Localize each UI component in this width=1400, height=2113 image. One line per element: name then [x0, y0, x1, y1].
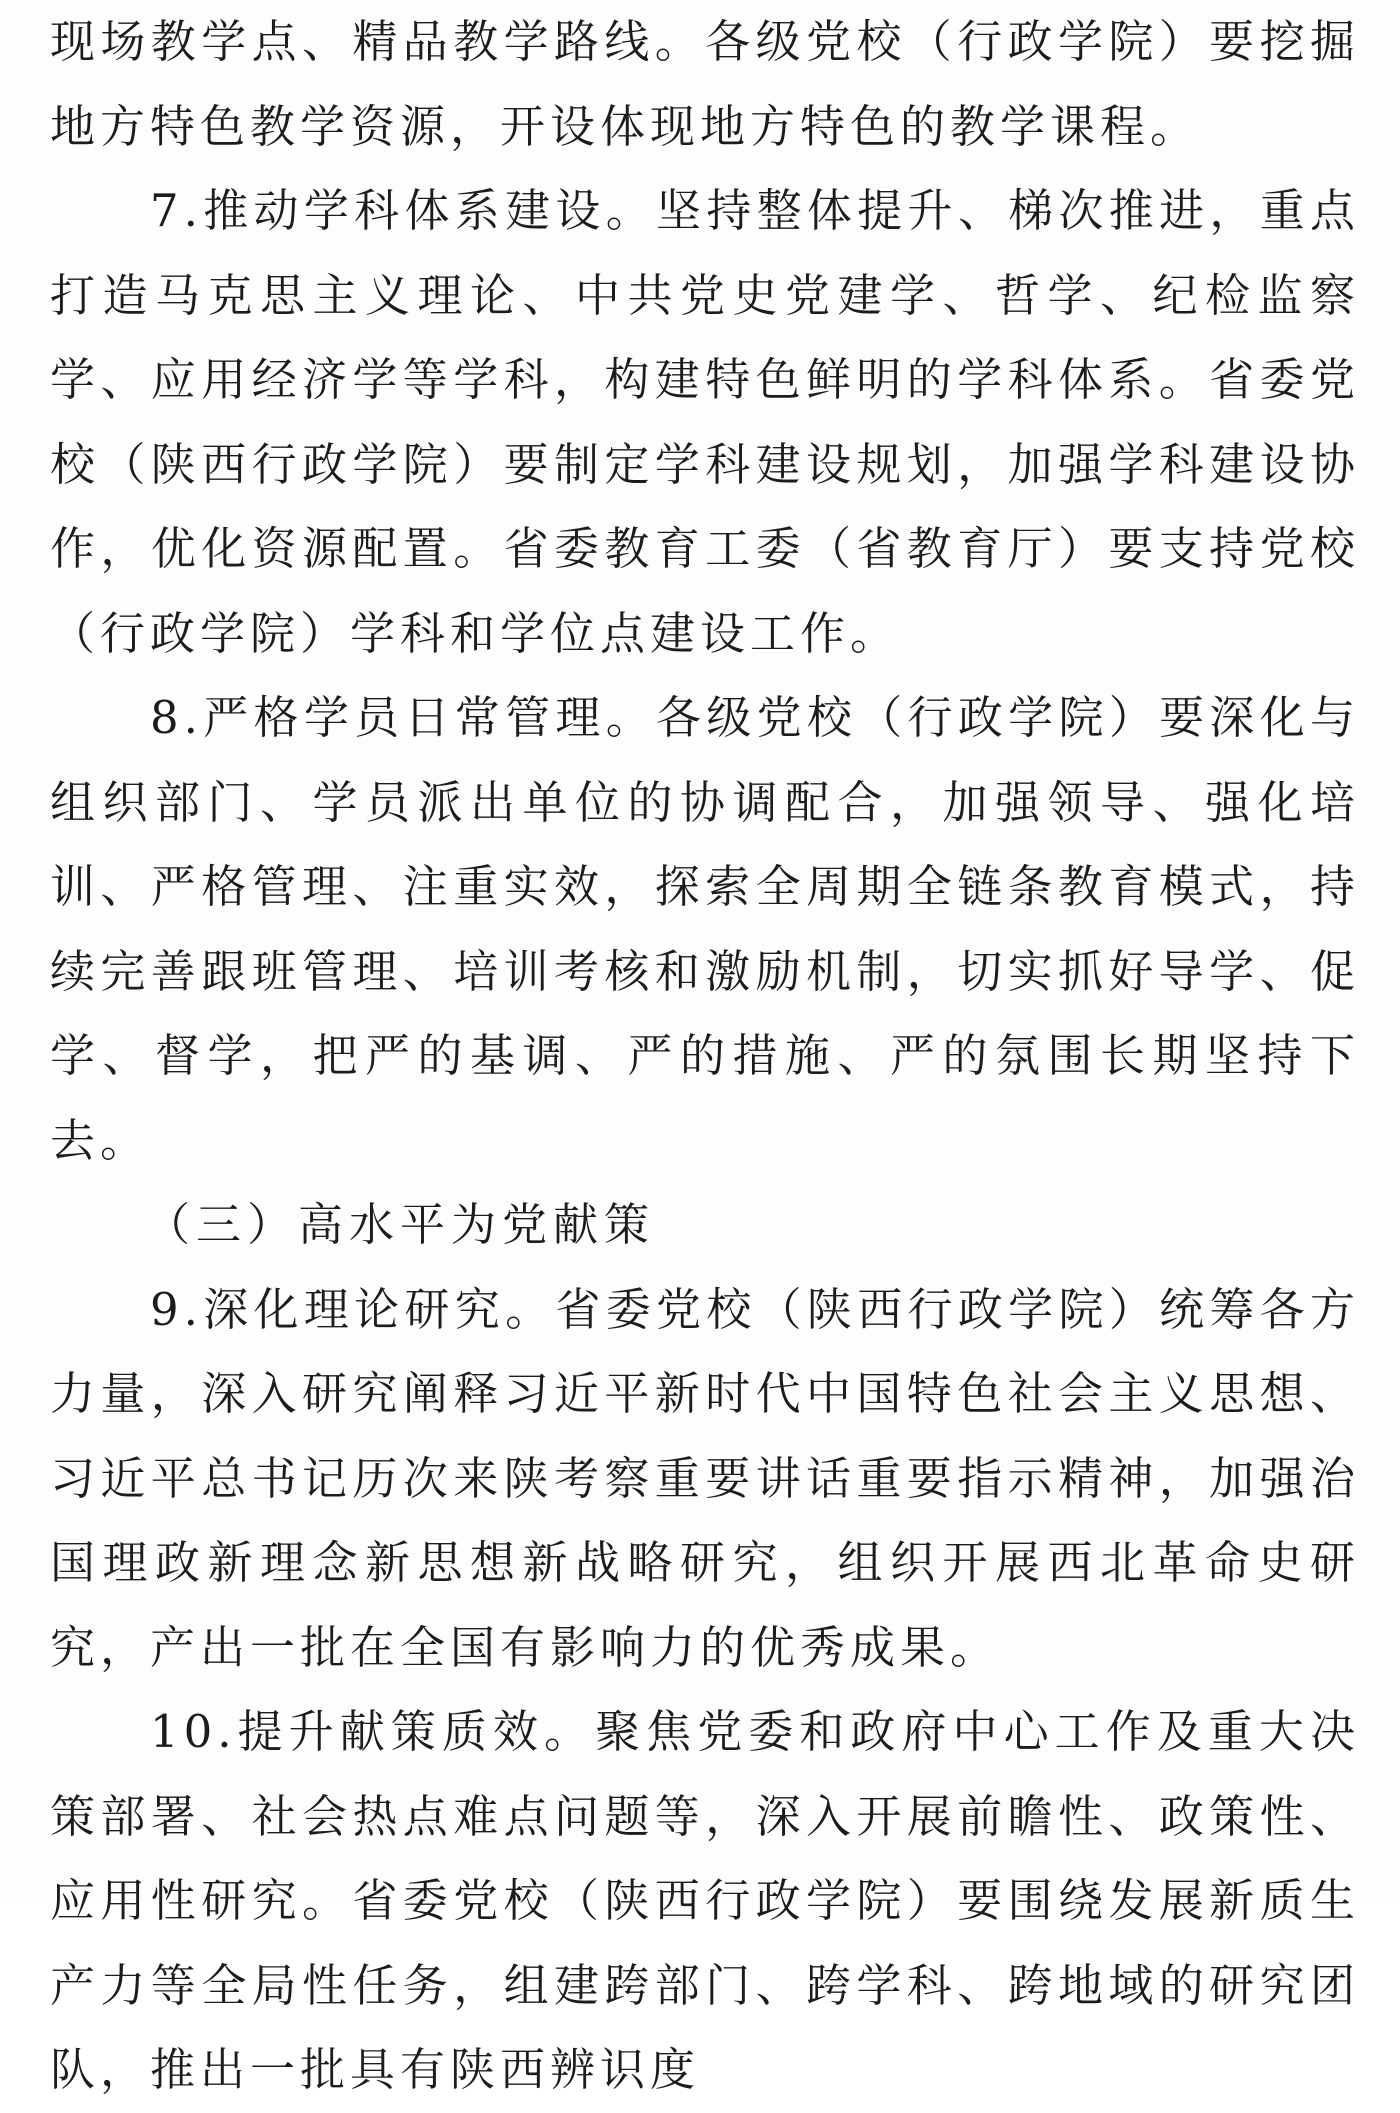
paragraph-item-8: 8.严格学员日常管理。各级党校（行政学院）要深化与组织部门、学员派出单位的协调配合，加强领导、强化培训、严格管理、注重实效，探索全周期全链条教育模式，持续完善跟班管理、培训考核和激励机制，切实抓好导学、促学、督学，把严的基调、严的措施、严的氛围长期坚持下去。 — [50, 691, 1360, 1167]
document-body — [50, 0, 1360, 2113]
paragraph-item-10: 10.提升献策质效。聚焦党委和政府中心工作及重大决策部署、社会热点难点问题等，深入开展前瞻性、政策性、应用性研究。省委党校（陕西行政学院）要围绕发展新质生产力等全局性任务，组建跨部门、跨学科、跨地域的研究团队，推出一批具有陕西辨识度 — [50, 1705, 1360, 2096]
paragraph-item-9: 9.深化理论研究。省委党校（陕西行政学院）统筹各方力量，深入研究阐释习近平新时代中国特色社会主义思想、习近平总书记历次来陕考察重要讲话重要指示精神，加强治国理政新理念新思想新战略研究，组织开展西北革命史研究，产出一批在全国有影响力的优秀成果。 — [50, 1282, 1360, 1674]
section-heading-3: （三）高水平为党献策 — [145, 1198, 656, 1251]
paragraph-continuation: 现场教学点、精品教学路线。各级党校（行政学院）要挖掘地方特色教学资源，开设体现地方特色的教学课程。 — [50, 15, 1360, 153]
paragraph-item-7: 7.推动学科体系建设。坚持整体提升、梯次推进，重点打造马克思主义理论、中共党史党建学、哲学、纪检监察学、应用经济学等学科，构建特色鲜明的学科体系。省委党校（陕西行政学院）要制定学科建设规划，加强学科建设协作，优化资源配置。省委教育工委（省教育厅）要支持党校（行政学院）学科和学位点建设工作。 — [50, 184, 1360, 660]
